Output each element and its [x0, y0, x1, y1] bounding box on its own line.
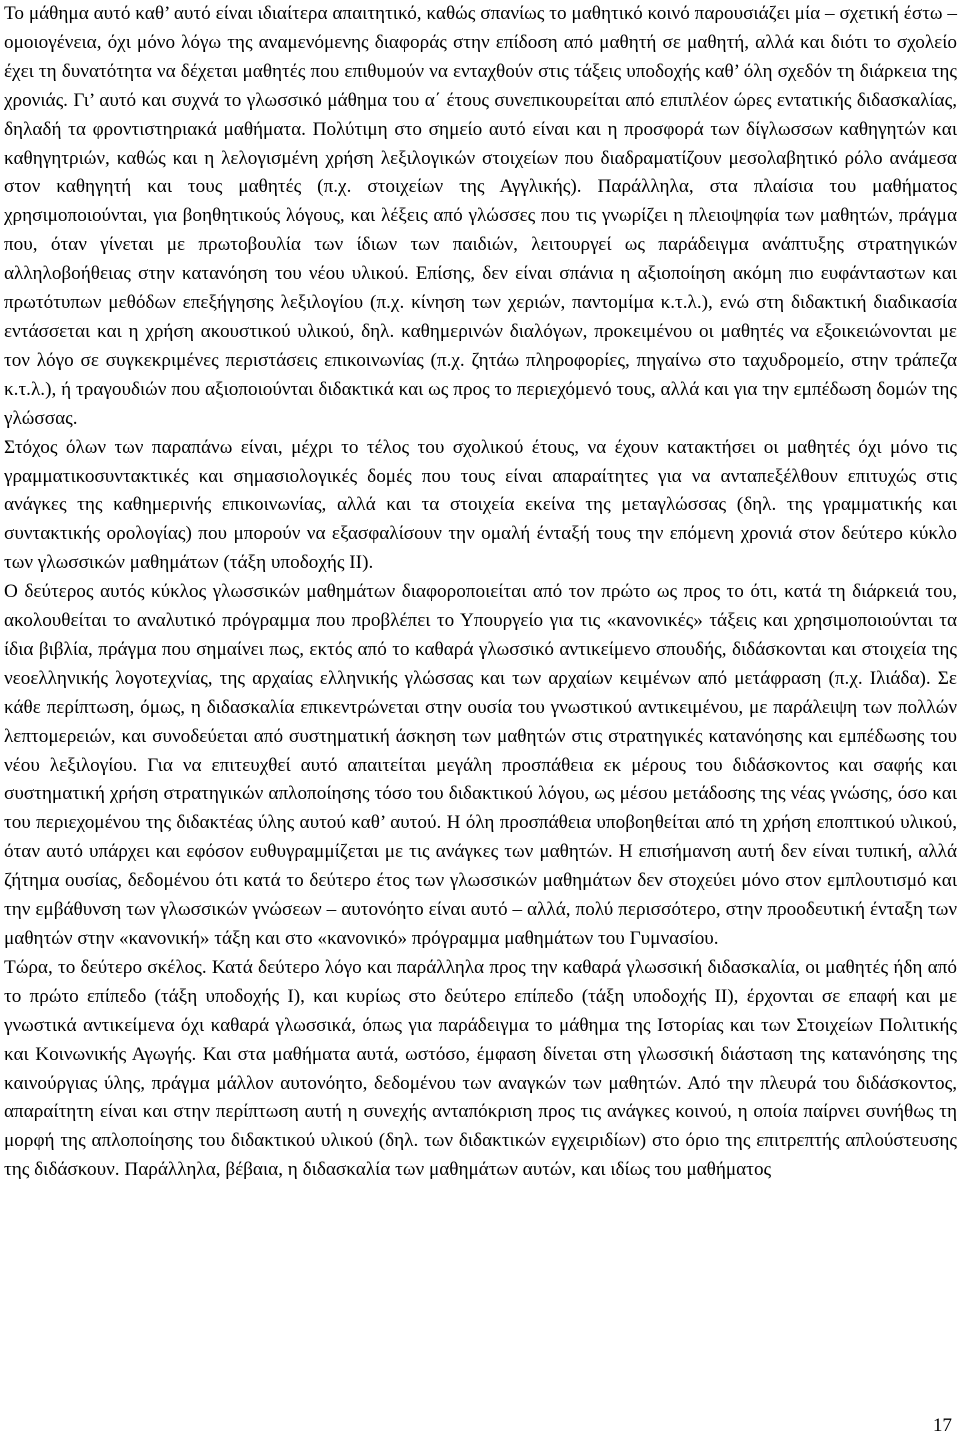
paragraph-2: Στόχος όλων των παραπάνω είναι, μέχρι το τέλος του σχολικού έτους, να έχουν κατακτήσει οι μαθητές όχι μόνο τις γραμματικοσυντακτικές και σημασιολογικές δομές που τους είναι απαραίτητες για να ανταπεξέλθουν επιτυχώς στις ανάγκες της καθημερινής επικοινωνίας, αλλά και τα στοιχεία εκείνα της μεταγλώσσας (δηλ. της γραμματικής και συντακτικής ορολογίας) που μπορούν να εξασφαλίσουν την ομαλή ένταξή τους την επόμενη χρονιά στον δεύτερο κύκλο των γλωσσικών μαθημάτων (τάξη υποδοχής ΙΙ). — [4, 436, 957, 574]
paragraph-1: Το μάθημα αυτό καθ’ αυτό είναι ιδιαίτερα απαιτητικό, καθώς σπανίως το μαθητικό κοινό παρουσιάζει μία – σχετική έστω – ομοιογένεια, όχι μόνο λόγω της αναμενόμενης διαφοράς στην επίδοση από μαθητή σε μαθητή, αλλά και διότι το σχολείο έχει τη δυνατότητα να δέχεται μαθητές που επιθυμούν να ενταχθούν στις τάξεις υποδοχής καθ’ όλη σχεδόν τη διάρκεια της χρονιάς. Γι’ αυτό και συχνά το γλωσσικό μάθημα του α΄ έτους συνεπικουρείται από επιπλέον ώρες εντατικής διδασκαλίας, δηλαδή τα φροντιστηριακά μαθήματα. Πολύτιμη στο σημείο αυτό είναι και η προσφορά των δίγλωσσων καθηγητών και καθηγητριών, καθώς και η λελογισμένη χρήση λεξιλογικών στοιχείων που διαδραματίζουν μεσολαβητικό ρόλο ανάμεσα στον καθηγητή και τους μαθητές (π.χ. στοιχείων της Αγγλικής). Παράλληλα, στα πλαίσια του μαθήματος χρησιμοποιούνται, για βοηθητικούς λόγους, και λέξεις από γλώσσες που τις γνωρίζει η πλειοψηφία των μαθητών, πράγμα που, όταν γίνεται με πρωτοβουλία των ίδιων των παιδιών, λειτουργεί ως παράδειγμα ανάπτυξης στρατηγικών αλληλοβοήθειας στην κατανόηση του νέου υλικού. Επίσης, δεν είναι σπάνια η αξιοποίηση ακόμη πιο ευφάνταστων και πρωτότυπων μεθόδων επεξήγησης λεξιλογίου (π.χ. κίνηση των χεριών, παντομίμα κ.τ.λ.), ενώ στη διδακτική διαδικασία εντάσσεται και η χρήση ακουστικού υλικού, δηλ. καθημερινών διαλόγων, προκειμένου οι μαθητές να εξοικειώνονται με τον λόγο σε συγκεκριμένες περιστάσεις επικοινωνίας (π.χ. ζητάω πληροφορίες, πηγαίνω στο ταχυδρομείο, στην τράπεζα κ.τ.λ.), ή τραγουδιών που αξιοποιούνται διδακτικά και ως προς το περιεχόμενό τους, αλλά και για την εμπέδωση δομών της γλώσσας. — [4, 3, 957, 429]
paragraph-3: Ο δεύτερος αυτός κύκλος γλωσσικών μαθημάτων διαφοροποιείται από τον πρώτο ως προς το ότι, κατά τη διάρκειά του, ακολουθείται το αναλυτικό πρόγραμμα που προβλέπει το Υπουργείο για τις «κανονικές» τάξεις και χρησιμοποιούνται τα ίδια βιβλία, πράγμα που σημαίνει πως, εκτός από το καθαρά γλωσσικό αντικείμενο σπουδής, διδάσκονται και στοιχεία της νεοελληνικής λογοτεχνίας, της αρχαίας ελληνικής γλώσσας και των αρχαίων κειμένων από μετάφραση (π.χ. Ιλιάδα). Σε κάθε περίπτωση, όμως, η διδασκαλία επικεντρώνεται στην ουσία του γνωστικού αντικειμένου, με παράλειψη των πολλών λεπτομερειών, και συνοδεύεται από συστηματική άσκηση των μαθητών στις στρατηγικές κατανόησης και εμπέδωσης του νέου λεξιλογίου. Για να επιτευχθεί αυτό απαιτείται μεγάλη προσπάθεια εκ μέρους του διδάσκοντος και σαφής και συστηματική χρήση στρατηγικών απλοποίησης τόσο του διδακτικού λόγου, ως μέσου μετάδοσης της νέας γνώσης, όσο και του περιεχομένου της διδακτέας ύλης αυτού καθ’ αυτού. Η όλη προσπάθεια υποβοηθείται από τη χρήση εποπτικού υλικού, όταν αυτό υπάρχει και εφόσον ευθυγραμμίζεται με τις ανάγκες των μαθητών. Η επισήμανση αυτή δεν είναι τυπική, αλλά ζήτημα ουσίας, δεδομένου ότι κατά το δεύτερο έτος των γλωσσικών μαθημάτων δεν στοχεύει μόνο στον εμπλουτισμό και την εμβάθυνση των γλωσσικών γνώσεων – αυτονόητο είναι αυτό – αλλά, πολύ περισσότερο, στην προοδευτική ένταξη των μαθητών στην «κανονική» τάξη και στο «κανονικό» πρόγραμμα μαθημάτων του Γυμνασίου. — [4, 581, 957, 949]
paragraph-4: Τώρα, το δεύτερο σκέλος. Κατά δεύτερο λόγο και παράλληλα προς την καθαρά γλωσσική διδασκαλία, οι μαθητές ήδη από το πρώτο επίπεδο (τάξη υποδοχής Ι), και κυρίως στο δεύτερο επίπεδο (τάξη υποδοχής ΙΙ), έρχονται σε επαφή και με γνωστικά αντικείμενα όχι καθαρά γλωσσικά, όπως για παράδειγμα το μάθημα της Ιστορίας και των Στοιχείων Πολιτικής και Κοινωνικής Αγωγής. Και στα μαθήματα αυτά, ωστόσο, έμφαση δίνεται στη γλωσσική διάσταση της κατανόησης της καινούργιας ύλης, πράγμα μάλλον αυτονόητο, δεδομένου των αναγκών των μαθητών. Από την πλευρά του διδάσκοντος, απαραίτητη είναι και στην περίπτωση αυτή η συνεχής ανταπόκριση προς τις ανάγκες κοινού, η οποία παίρνει συνήθως τη μορφή της απλοποίησης του διδακτικού υλικού (δηλ. των διδακτικών εγχειριδίων) στο όριο της επιτρεπτής απλούστευσης της διδάσκουν. Παράλληλα, βέβαια, η διδασκαλία των μαθημάτων αυτών, και ιδίως του μαθήματος — [4, 956, 957, 1181]
page-number: 17 — [932, 1415, 952, 1436]
